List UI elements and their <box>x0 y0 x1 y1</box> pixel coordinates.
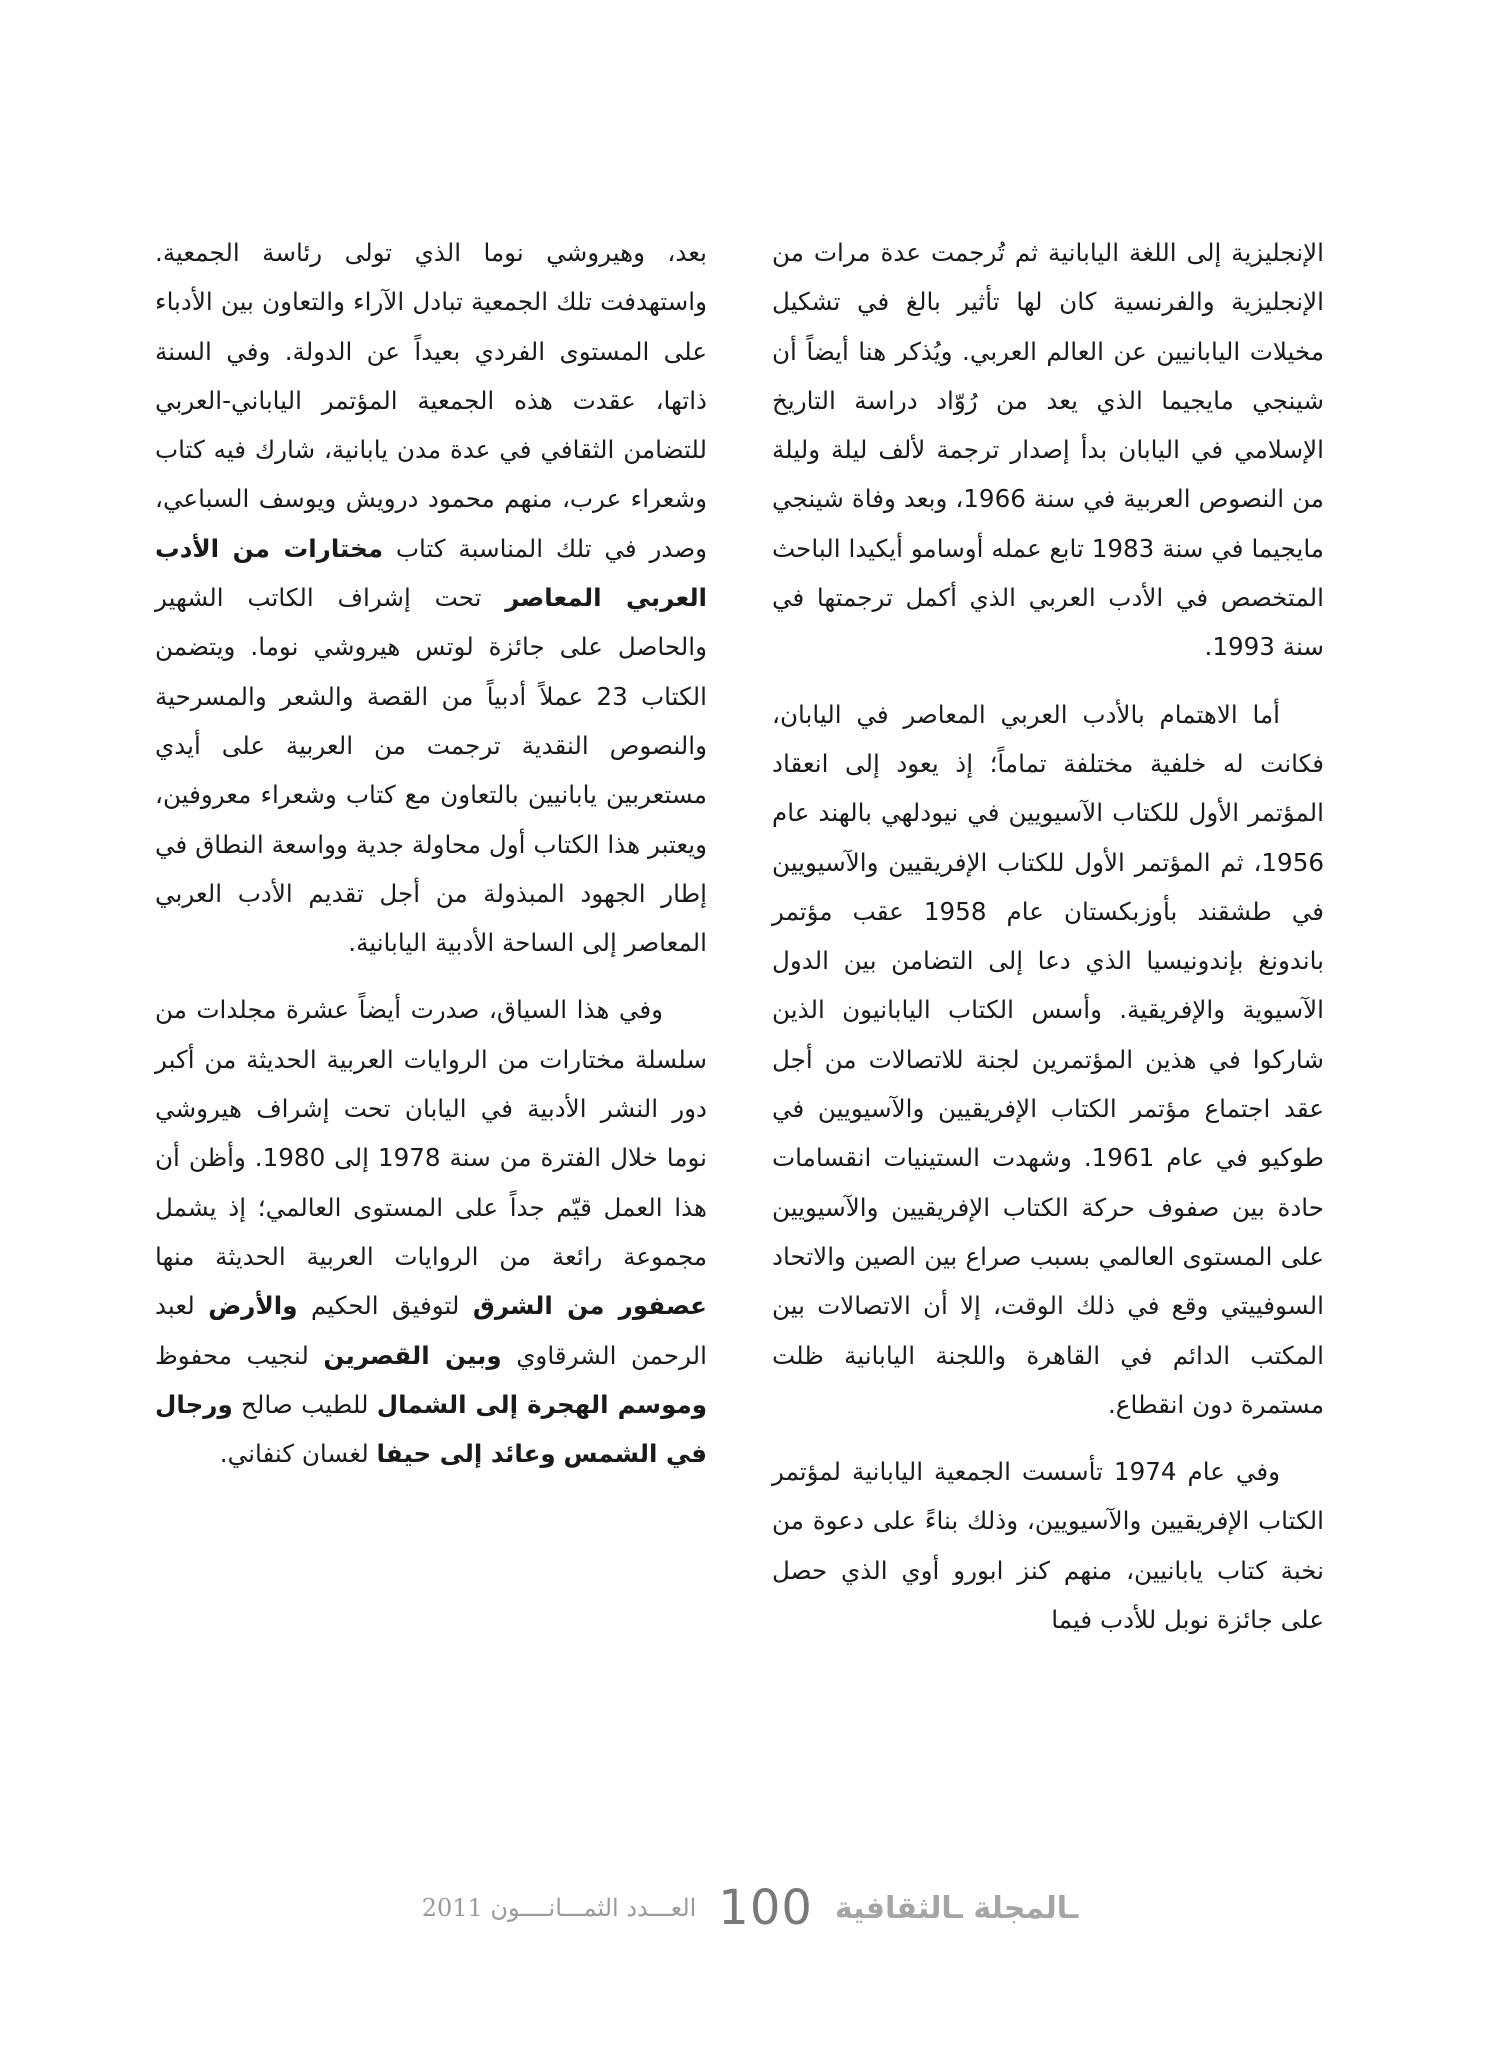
text-run: وفي هذا السياق، صدرت أيضاً عشرة مجلدات من سلسلة مختارات من الروايات العربية الحديثة من أكبر دور النشر الأدبية في اليابان تحت إشراف هيروشي نوما خلال الفترة من سنة 1978 إلى 1980. وأظن أن هذا العمل قيّم جداً على المستوى العالمي؛ إذ يشمل مجموعة رائعة من الروايات العربية الحديثة منها <box>155 995 708 1271</box>
text-run: بعد، وهيروشي نوما الذي تولى رئاسة الجمعية. واستهدفت تلك الجمعية تبادل الآراء والتعاون بين الأدباء على المستوى الفردي بعيداً عن الدولة. وفي السنة ذاتها، عقدت هذه الجمعية المؤتمر الياباني-العربي للتضامن الثقافي في عدة مدن يابانية، شارك فيه كتاب وشعراء عرب، منهم محمود درويش ويوسف السباعي، وصدر في تلك المناسبة كتاب <box>155 238 707 563</box>
article-column-right <box>772 228 1324 1644</box>
text-run: للطيب صالح <box>241 1389 369 1419</box>
text-run: لغسان كنفاني. <box>219 1439 369 1469</box>
book-title: مختارات من الأدب العربي المعاصر <box>155 533 707 613</box>
text-run: لنجيب محفوظ <box>155 1340 309 1370</box>
book-title: والأرض <box>208 1291 298 1321</box>
text-run: لتوفيق الحكيم <box>310 1291 460 1321</box>
paragraph <box>155 228 707 967</box>
paragraph <box>155 985 707 1478</box>
article-column-left <box>155 228 707 1478</box>
text-run: تحت إشراف الكاتب الشهير والحاصل على جائزة لوتس هيروشي نوما. ويتضمن الكتاب 23 عملاً أدبياً من القصة والشعر والمسرحية والنصوص النقدية ترجمت من العربية على أيدي مستعربين يابانيين بالتعاون مع كتاب وشعراء معروفين، ويعتبر هذا الكتاب أول محاولة جدية وواسعة النطاق في إطار الجهود المبذولة من أجل تقديم الأدب العربي المعاصر إلى الساحة الأدبية اليابانية. <box>155 583 707 958</box>
page-footer <box>360 1878 1140 1938</box>
page-number: 100 <box>718 1880 813 1936</box>
issue-label: العـــدد الثمـــانــــون 2011 <box>421 1894 697 1922</box>
book-title: وعائد إلى حيفا <box>376 1439 556 1469</box>
magazine-name: ـالمجلة ـالثقافية <box>834 1890 1079 1926</box>
book-title: ورجال في الشمس <box>155 1389 707 1469</box>
book-title: وموسم الهجرة إلى الشمال <box>376 1389 707 1419</box>
book-title: وبين القصرين <box>323 1340 502 1370</box>
paragraph: وفي عام 1974 تأسست الجمعية اليابانية لمؤتمر الكتاب الإفريقيين والآسيويين، وذلك بناءً على دعوة من نخبة كتاب يابانيين، منهم كنز ابورو أوي الذي حصل على جائزة نوبل للأدب فيما <box>772 1457 1324 1635</box>
paragraph: الإنجليزية إلى اللغة اليابانية ثم تُرجمت عدة مرات من الإنجليزية والفرنسية كان لها تأثير بالغ في تشكيل مخيلات اليابانيين عن العالم العربي. ويُذكر هنا أيضاً أن شينجي مايجيما الذي يعد من رُوّاد دراسة التاريخ الإسلامي في اليابان بدأ إصدار ترجمة لألف ليلة وليلة من النصوص العربية في سنة 1966، وبعد وفاة شينجي مايجيما في سنة 1983 تابع عمله أوسامو أيكيدا الباحث المتخصص في الأدب العربي الذي أكمل ترجمتها في سنة 1993. <box>772 238 1324 662</box>
text-run: لعبد الرحمن الشرقاوي <box>155 1291 707 1370</box>
paragraph: أما الاهتمام بالأدب العربي المعاصر في اليابان، فكانت له خلفية مختلفة تماماً؛ إذ يعود إلى انعقاد المؤتمر الأول للكتاب الآسيويين في نيودلهي بالهند عام 1956، ثم المؤتمر الأول للكتاب الإفريقيين والآسيويين في طشقند بأوزبكستان عام 1958 عقب مؤتمر باندونغ بإندونيسيا الذي دعا إلى التضامن بين الدول الآسيوية والإفريقية. وأسس الكتاب اليابانيون الذين شاركوا في هذين المؤتمرين لجنة للاتصالات من أجل عقد اجتماع مؤتمر الكتاب الإفريقيين والآسيويين في طوكيو في عام 1961. وشهدت الستينيات انقسامات حادة بين صفوف حركة الكتاب الإفريقيين والآسيويين على المستوى العالمي بسبب صراع بين الصين والاتحاد السوفييتي وقع في ذلك الوقت، إلا أن الاتصالات بين المكتب الدائم في القاهرة واللجنة اليابانية ظلت مستمرة دون انقطاع. <box>772 699 1325 1419</box>
book-title: عصفور من الشرق <box>472 1291 707 1321</box>
